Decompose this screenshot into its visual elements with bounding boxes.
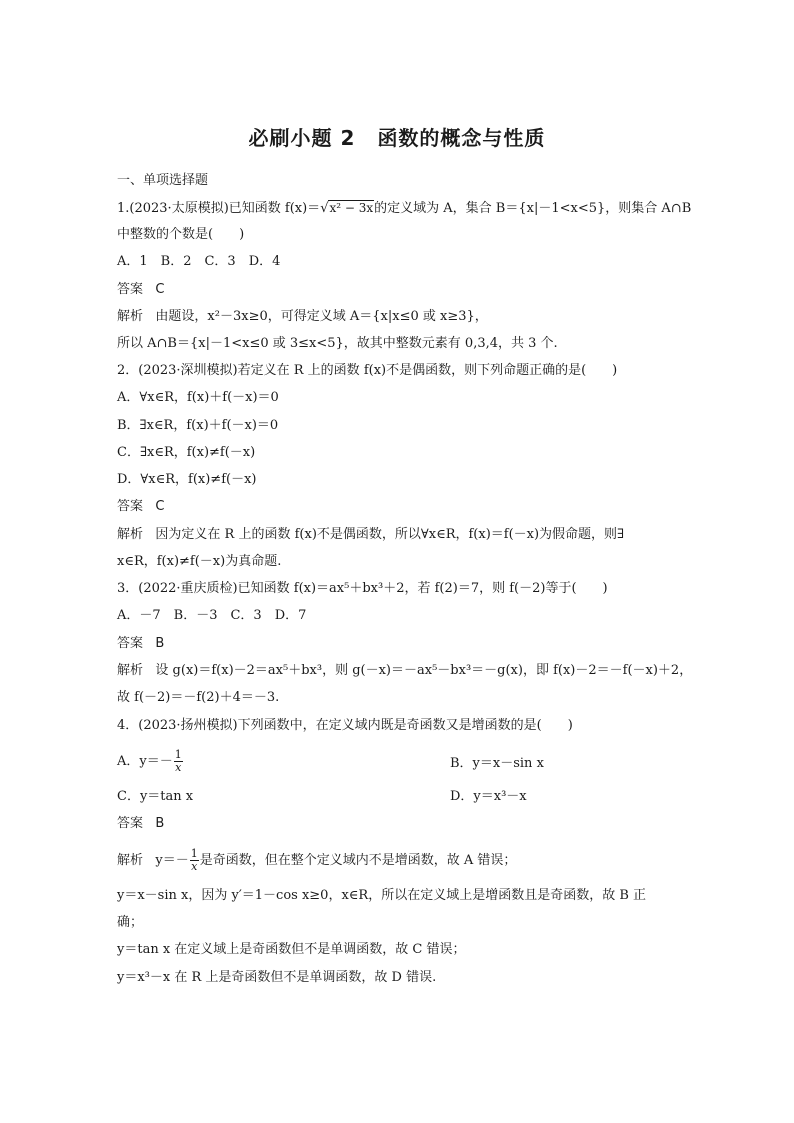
- q4-option-a-prefix: A．y＝－: [117, 754, 173, 769]
- q1-stem-a: 1.(2023·太原模拟)已知函数 f(x)＝: [117, 201, 321, 216]
- title-part-2: 函数的概念与性质: [377, 126, 546, 150]
- q1-radicand: x² − 3x: [329, 201, 374, 215]
- q4-option-a-denominator: x: [175, 761, 182, 774]
- q2-option-a: A．∀x∈R，f(x)＋f(－x)＝0: [117, 390, 279, 405]
- q1-sqrt: √x² − 3x: [320, 201, 374, 216]
- q3-analysis-line-2: 故 f(－2)＝－f(2)＋4＝－3.: [117, 690, 280, 705]
- q2-analysis-text-1: 因为定义在 R 上的函数 f(x)不是偶函数，所以∀x∈R，f(x)＝f(－x)为假命题，则∃: [155, 527, 625, 542]
- q1-answer-label: 答案: [117, 282, 144, 297]
- q4-option-d: D．y＝x³－x: [450, 789, 527, 804]
- q4-answer-value: B: [155, 816, 165, 831]
- q3-answer-value: B: [155, 636, 165, 651]
- q4-analysis-fraction: [190, 848, 199, 873]
- q4-analysis-denominator: x: [191, 860, 198, 873]
- q2-analysis-label: 解析: [117, 527, 144, 542]
- q4-analysis-line-3: 确；: [117, 915, 144, 930]
- q2-answer-label: 答案: [117, 499, 144, 514]
- q3-answer-label: 答案: [117, 636, 144, 651]
- q4-answer: [117, 815, 682, 833]
- q4-analysis-label: 解析: [117, 853, 144, 868]
- q1-stem-b: 的定义域为 A，集合 B＝{x|－1<x<5}，则集合 A∩B: [374, 201, 692, 216]
- q4-analysis-numerator: 1: [190, 847, 198, 860]
- page-title: [0, 122, 794, 151]
- q4-option-b: B．y＝x－sin x: [450, 756, 544, 771]
- q2-option-d: D．∀x∈R，f(x)≠f(－x): [117, 472, 257, 487]
- q2-answer-value: C: [155, 499, 165, 514]
- q4-analysis-line-5: y＝x³－x 在 R 上是奇函数但不是单调函数，故 D 错误.: [117, 970, 437, 985]
- q4-option-a: [117, 748, 184, 774]
- q1-stem-line-1: [117, 199, 692, 218]
- q4-options-row-2: [117, 788, 682, 806]
- q4-analysis-line-2: y＝x－sin x，因为 y′＝1－cos x≥0，x∈R，所以在定义域上是增函数且是奇函数，故 B 正: [117, 888, 647, 903]
- section-heading: 一、单项选择题: [117, 173, 209, 188]
- q4-option-a-fraction: [174, 749, 183, 774]
- q4-analysis-line-4: y＝tan x 在定义域上是奇函数但不是单调函数，故 C 错误；: [117, 942, 466, 957]
- q4-analysis-prefix: y＝－: [155, 853, 189, 868]
- q1-analysis-text-1: 由题设，x²－3x≥0，可得定义域 A＝{x|x≤0 或 x≥3}，: [155, 309, 488, 324]
- q1-answer-value: C: [155, 282, 165, 297]
- q1-stem-line-2: 中整数的个数是( ): [117, 227, 245, 242]
- q3-answer: [117, 635, 682, 653]
- q2-answer: [117, 498, 682, 516]
- q3-analysis-text-1: 设 g(x)＝f(x)－2＝ax⁵＋bx³，则 g(－x)＝－ax⁵－bx³＝－g(x)，即 f(x)－2＝－f(－x)＋2，: [155, 663, 693, 678]
- q1-analysis-line-1: [117, 308, 682, 326]
- q4-stem: 4．(2023·扬州模拟)下列函数中，在定义域内既是奇函数又是增函数的是( ): [117, 718, 573, 733]
- q4-option-a-numerator: 1: [174, 748, 182, 761]
- q2-option-b: B．∃x∈R，f(x)＋f(－x)＝0: [117, 418, 279, 433]
- q3-stem: 3．(2022·重庆质检)已知函数 f(x)＝ax⁵＋bx³＋2，若 f(2)＝7，则 f(－2)等于( ): [117, 581, 608, 596]
- q4-analysis-suffix: 是奇函数，但在整个定义域内不是增函数，故 A 错误；: [199, 853, 517, 868]
- q1-options: A．1 B．2 C．3 D．4: [117, 254, 281, 269]
- q4-analysis-line-1: [117, 848, 682, 873]
- q4-options-row-1: [117, 749, 682, 774]
- q2-analysis-line-2: x∈R，f(x)≠f(－x)为真命题.: [117, 554, 282, 569]
- q2-analysis-line-1: [117, 526, 682, 544]
- q1-analysis-label: 解析: [117, 309, 144, 324]
- q4-option-c: C．y＝tan x: [117, 789, 194, 804]
- q3-analysis-line-1: [117, 662, 693, 680]
- q3-options: A．－7 B．－3 C．3 D．7: [117, 608, 307, 623]
- q4-answer-label: 答案: [117, 816, 144, 831]
- q3-analysis-label: 解析: [117, 663, 144, 678]
- q2-option-c: C．∃x∈R，f(x)≠f(－x): [117, 445, 256, 460]
- title-part-1: 必刷小题 2: [248, 126, 356, 150]
- q2-stem: 2．(2023·深圳模拟)若定义在 R 上的函数 f(x)不是偶函数，则下列命题正确的是( ): [117, 363, 618, 378]
- q1-analysis-line-2: 所以 A∩B＝{x|－1<x≤0 或 3≤x<5}，故其中整数元素有 0,3,4，共 3 个.: [117, 336, 558, 351]
- q1-answer: [117, 281, 682, 299]
